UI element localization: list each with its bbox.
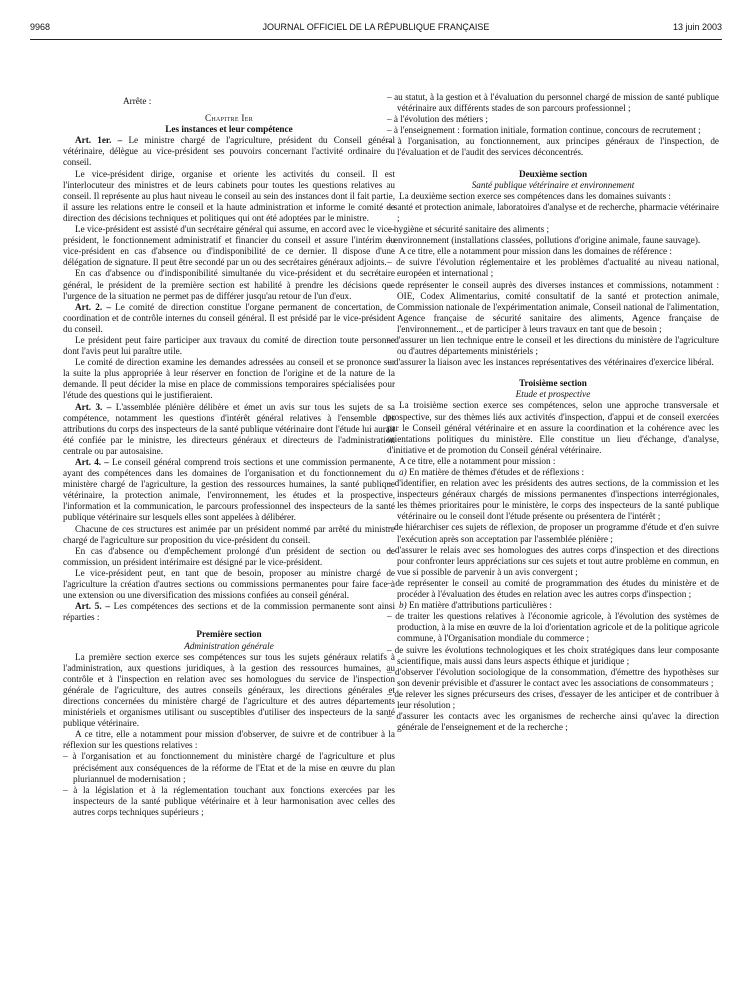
chapter-subtitle: Les instances et leur compétence: [165, 124, 293, 135]
subsection-text: En matière d'attributions particulières :: [406, 600, 552, 611]
section-3-subtitle: Etude et prospective: [515, 389, 591, 400]
list-item: – hygiène et sécurité sanitaire des aliments ;: [387, 224, 719, 235]
paragraph: La deuxième section exerce ses compétences dans les domaines suivants :: [399, 190, 671, 201]
list-item: – de traiter les questions relatives à l'économie agricole, à l'évolution des systèmes de production, à la mise en œuvre de la loi d'orientation agricole et de la politique agricole commune, à l'Organisation mondiale du commerce ;: [387, 611, 719, 644]
article-label: Art. 2. –: [75, 301, 111, 312]
list-item: – à l'organisation et au fonctionnement du ministère chargé de l'agriculture et plus précisément aux conséquences de la réforme de l'Etat et de la mise en œuvre du plan pluriannuel de modernisation ;: [63, 751, 395, 784]
paragraph: Le vice-président dirige, organise et oriente les activités du conseil. Il est l'interlocuteur des ministres et de leurs cabinets pour toutes les questions relatives au conseil. Il représente au plus haut niveau le conseil au sein des instances dont il fait partie, il assure les relations entre le conseil et la haute administration et informe le comité de direction des décisions techniques et politiques qui ont été adoptées par le ministre.: [63, 168, 395, 223]
paragraph: Chacune de ces structures est animée par un président nommé par arrêté du ministre chargé de l'agriculture sur proposition du vice-président du conseil.: [63, 523, 395, 545]
article-text: Les compétences des sections et de la commission permanente sont ainsi réparties :: [63, 601, 395, 623]
article-text: Le ministre chargé de l'agriculture, président du Conseil général vétérinaire, délègue au vice-président ses pouvoirs concernant l'activité ordinaire du conseil.: [63, 135, 395, 168]
paragraph: A ce titre, elle a notamment pour mission :: [399, 455, 556, 466]
article-label: Art. 5. –: [75, 601, 110, 612]
list-item: – d'assurer un lien technique entre le conseil et les directions du ministère de l'agriculture ou d'autres départements ministériels ;: [387, 335, 719, 357]
article-text: L'assemblée plénière délibère et émet un avis sur tous les sujets de sa compétence, notamment les questions d'intérêt général relatives à l'ensemble des attributions du corps des inspecteurs de la santé publique vétérinaire dont l'étude lui aurait été confiée par le ministre, les directeurs généraux et directeurs de l'administration centrale ou par autosaisine.: [63, 401, 395, 456]
right-column: [387, 92, 719, 733]
paragraph: Le vice-président peut, en tant que de besoin, proposer au ministre chargé de l'agriculture la création d'autres sections ou commissions permanentes pour faire face à une extension ou une diversification des missions confiées au conseil général.: [63, 567, 395, 601]
list-item: – d'assurer les contacts avec les organismes de recherche ainsi qu'avec la direction générale de l'enseignement et de la recherche ;: [387, 711, 719, 733]
section-2-domains: [387, 202, 719, 246]
section-3-title: Troisième section: [519, 378, 587, 389]
list-item: – d'assurer le relais avec ses homologues des autres corps d'inspection et des directions pour confronter leurs appréciations sur ces sujets et tout autre problème en commun, en vue si possible de parvenir à un avis convergent ;: [387, 545, 719, 578]
subsection-label: b): [399, 600, 407, 611]
list-item: – au statut, à la gestion et à l'évaluation du personnel chargé de mission de santé publique vétérinaire aux différents stades de son parcours professionnel ;: [387, 92, 719, 114]
article-text: Le comité de direction constitue l'organe permanent de concertation, de coordination et de contrôle internes du conseil général. Il est présidé par le vice-président du conseil.: [63, 301, 395, 334]
section-2-subtitle: Santé publique vétérinaire et environnement: [471, 179, 635, 190]
list-item: – d'identifier, en relation avec les présidents des autres sections, de la commission et les inspecteurs généraux chargés de missions permanentes d'inspections interrégionales, les thèmes prioritaires pour le ministère, le corps des inspecteurs de la santé publique vétérinaire ou le conseil dont l'étude présente ou présentera de l'intérêt ;: [387, 478, 719, 522]
page-header: [30, 22, 722, 36]
paragraph: Le vice-président est assisté d'un secrétaire général qui assume, en accord avec le vice-président, le fonctionnement administratif et financier du conseil et assure l'intérim du vice-président en cas d'absence ou d'indisponibilité de ce dernier. Il dispose d'une délégation de signature. Il peut être secondé par un ou des secrétaires généraux adjoints.: [63, 224, 395, 268]
paragraph: La première section exerce ses compétences sur tous les sujets généraux relatifs à l'administration, aux questions juridiques, à la gestion des ressources humaines, au contrôle et à l'inspection en relation avec ses homologues du service de l'inspection générale de l'agriculture, des autres conseils généraux, les directions générales et directions concernées du ministère chargé de l'agriculture et des autres départements ministériels et organismes utilisant ou susceptibles d'utiliser des inspecteurs de la santé publique vétérinaire.: [63, 651, 395, 729]
paragraph: En cas d'absence ou d'indisponibilité simultanée du vice-président et du secrétaire général, le président de la première section est habilité à prendre les décisions que l'urgence de la situation ne permet pas de différer jusqu'au retour de l'un d'eux.: [63, 268, 395, 301]
journal-title: JOURNAL OFFICIEL DE LA RÉPUBLIQUE FRANÇAISE: [262, 22, 490, 32]
article-2: [63, 302, 395, 335]
paragraph: Le comité de direction examine les demandes adressées au conseil et se prononce sur la suite la plus appropriée à leur réserver en fonction de l'origine et de la nature de la demande. Il peut décider la mise en place de commissions temporaires spécialisées pour l'étude des questions qui le justifieraient.: [63, 357, 395, 401]
subsection-a: [387, 467, 719, 478]
article-4: [63, 457, 395, 524]
list-item: – de relever les signes précurseurs des crises, d'essayer de les anticiper et de contribuer à leur résolution ;: [387, 689, 719, 711]
header-rule: [30, 39, 722, 40]
subsection-b-list: [387, 611, 719, 733]
arrete-line: Arrête :: [123, 96, 152, 106]
article-label: Art. 4. –: [75, 457, 109, 467]
list-item: – de hiérarchiser ces sujets de réflexion, de proposer un programme d'étude et d'en suivre l'exécution après son acceptation par l'assemblée plénière ;: [387, 522, 719, 544]
list-item: – de suivre les évolutions technologiques et les choix stratégiques dans leur composante scientifique, mais aussi dans leurs aspects éthique et juridique ;: [387, 645, 719, 667]
list-item: – santé et protection animale, laboratoires d'analyse et de recherche, pharmacie vétérinaire ;: [387, 202, 719, 224]
list-item: – à l'évolution des métiers ;: [387, 114, 719, 125]
article-label: Art. 1er. –: [75, 135, 123, 146]
list-item: – de suivre l'évolution réglementaire et les problèmes d'actualité au niveau national, européen et international ;: [387, 257, 719, 279]
paragraph: En cas d'absence ou d'empêchement prolongé d'un président de section ou de commission, un président intérimaire est désigné par le vice-président.: [63, 545, 395, 567]
chapter-heading: Chapitre Ier: [204, 113, 254, 124]
subsection-a-list: [387, 478, 719, 600]
article-5: [63, 601, 395, 623]
paragraph: A ce titre, elle a notamment pour mission d'observer, de suivre et de contribuer à la réflexion sur les questions relatives :: [63, 729, 395, 751]
publication-date: 13 juin 2003: [672, 22, 722, 32]
article-label: Art. 3. –: [75, 401, 112, 412]
list-item: – à la législation et à la réglementation touchant aux fonctions exercées par les inspecteurs de la santé publique vétérinaire et à leur harmonisation avec celles des autres corps techniques supérieurs ;: [63, 785, 395, 818]
subsection-b: [387, 600, 719, 611]
article-1: [63, 135, 395, 168]
article-text: Le conseil général comprend trois sections et une commission permanente, ayant des compétences dans les domaines de l'organisation et du fonctionnement du ministère chargé de l'agriculture, la gestion des ressources humaines, la santé publique vétérinaire, la protection animale, l'environnement, les études et la prospective, l'information et la communication, le parcours professionnel des inspecteurs de la santé publique vétérinaire sur lesquels elles sont appelées à délibérer.: [63, 457, 395, 523]
section-1-list: [63, 751, 395, 818]
subsection-text: En matière de thèmes d'études et de réflexions :: [406, 467, 585, 477]
list-item: – environnement (installations classées, pollutions d'origine animale, faune sauvage).: [387, 235, 719, 246]
list-item: – d'observer l'évolution sociologique de la consommation, d'émettre des hypothèses sur son devenir prévisible et d'assurer le contact avec les associations de consommateurs ;: [387, 667, 719, 689]
list-item: – de représenter le conseil au comité de programmation des études du ministère et de procéder à l'évaluation des études en relation avec les autres corps d'inspection ;: [387, 578, 719, 600]
paragraph: A ce titre, elle a notamment pour mission dans les domaines de référence :: [399, 246, 672, 257]
list-item: – de représenter le conseil auprès des diverses instances et commissions, notamment : OIE, Codex Alimentarius, comité consultatif de la santé et protection animale, Commission nationale de l'expérimentation animale, Conseil national de l'alimentation, Agence française de sécurité sanitaire des aliments, Agence française de l'environnement.., et de participer à leurs travaux en tant que de besoin ;: [387, 280, 719, 335]
section-1-title: Première section: [196, 629, 262, 640]
section-1-subtitle: Administration générale: [184, 640, 274, 651]
subsection-label: a): [399, 467, 407, 477]
left-column: [63, 96, 395, 818]
list-item: – d'assurer la liaison avec les instances représentatives des vétérinaires d'exercice libéral.: [387, 357, 719, 368]
page-number: 9968: [30, 22, 51, 32]
article-3: [63, 402, 395, 457]
list-item: – à l'organisation, au fonctionnement, aux principes généraux de l'inspection, de l'évaluation et de l'audit des services déconcentrés.: [387, 136, 719, 158]
section-2-missions: [387, 257, 719, 368]
section-2-title: Deuxième section: [518, 168, 588, 179]
paragraph: Le président peut faire participer aux travaux du comité de direction toute personne dont l'avis peut lui paraître utile.: [63, 334, 395, 357]
section-1-list-continued: [387, 92, 719, 159]
list-item: – à l'enseignement : formation initiale, formation continue, concours de recrutement ;: [387, 125, 719, 136]
paragraph: La troisième section exerce ses compétences, selon une approche transversale et prospective, sur des thèmes liés aux activités d'inspection, d'appui et de conseil exercées par le Conseil général vétérinaire et en assure la coordination et la cohérence avec les orientations politiques du ministère. Elle constitue un lieu d'échange, d'analyse, d'initiative et de promotion du Conseil général vétérinaire.: [387, 400, 719, 455]
